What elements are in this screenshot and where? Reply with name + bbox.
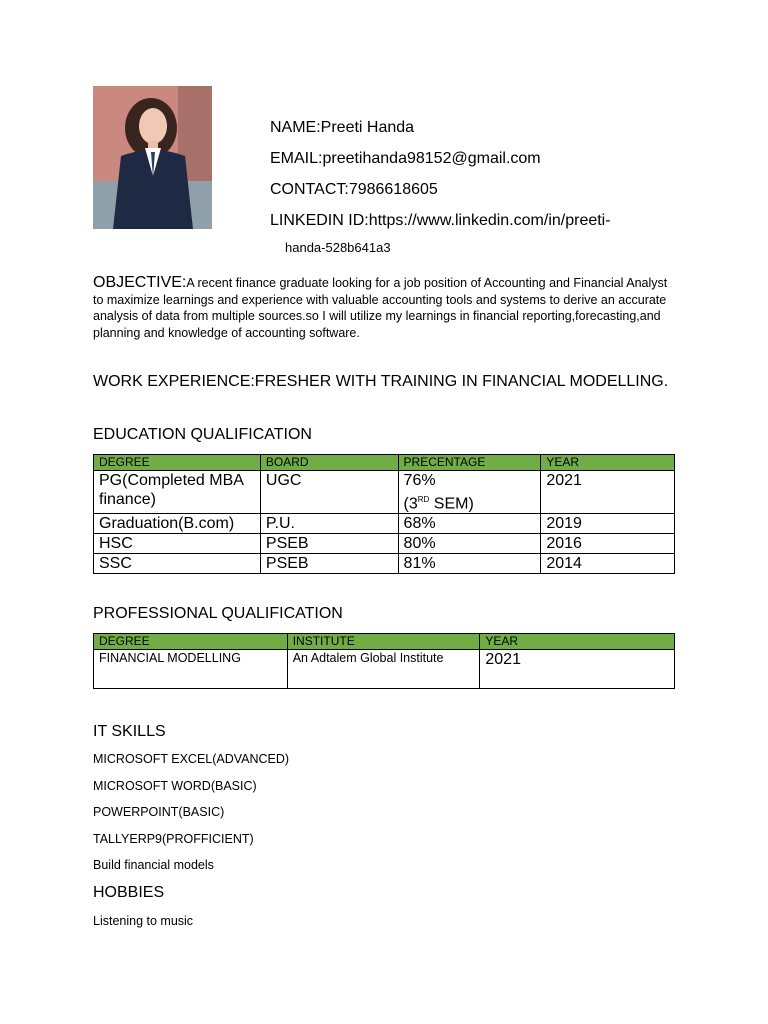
profile-photo [93,86,212,229]
cell-year: 2014 [541,554,675,574]
objective-heading: OBJECTIVE: [93,274,187,291]
hobbies-list [93,913,675,940]
cell-degree: SSC [94,554,261,574]
list-item: MICROSOFT WORD(BASIC) [93,778,257,793]
col-degree: DEGREE [94,455,261,471]
col-year: YEAR [541,455,675,471]
professional-table-wrap [93,633,675,689]
col-year: YEAR [480,634,675,650]
name-line: NAME:Preeti Handa [270,119,415,136]
cell-board: UGC [260,471,398,514]
col-board: BOARD [260,455,398,471]
cell-year: 2016 [541,534,675,554]
col-degree: DEGREE [94,634,288,650]
col-percentage: PRECENTAGE [398,455,541,471]
cell-percentage: 68% [398,514,541,534]
work-experience: WORK EXPERIENCE:FRESHER WITH TRAINING IN FINANCIAL MODELLING. [93,373,669,390]
contact-block [270,118,611,255]
table-row [94,471,675,514]
list-item: TALLYERP9(PROFFICIENT) [93,831,254,846]
cell-year: 2021 [541,471,675,514]
linkedin-line: LINKEDIN ID:https://www.linkedin.com/in/preeti- [270,212,611,229]
education-table [93,454,675,574]
cell-year: 2021 [480,650,675,689]
cell-board: PSEB [260,534,398,554]
education-table-wrap [93,454,675,574]
list-item: MICROSOFT EXCEL(ADVANCED) [93,752,290,766]
table-row [94,554,675,574]
table-row [94,514,675,534]
cell-board: PSEB [260,554,398,574]
email-line: EMAIL:preetihanda98152@gmail.com [270,150,541,167]
it-skills-list [93,751,675,884]
cell-year: 2019 [541,514,675,534]
cell-institute: An Adtalem Global Institute [287,650,480,689]
hobbies-heading: HOBBIES [93,884,165,901]
table-header-row [94,634,675,650]
cell-board: P.U. [260,514,398,534]
linkedin-continuation: handa-528b641a3 [285,240,391,255]
list-item: POWERPOINT(BASIC) [93,805,225,819]
objective-section [93,275,675,341]
education-heading: EDUCATION QUALIFICATION [93,426,312,443]
table-row [94,534,675,554]
it-skills-heading: IT SKILLS [93,723,166,740]
cell-degree: HSC [94,534,261,554]
professional-table [93,633,675,689]
list-item: Listening to music [93,914,194,928]
table-header-row [94,455,675,471]
table-row [94,650,675,689]
cell-percentage: 76% (3RD SEM) [398,471,541,514]
cell-degree: Graduation(B.com) [94,514,261,534]
list-item: Build financial models [93,858,214,872]
cell-percentage: 81% [398,554,541,574]
col-institute: INSTITUTE [287,634,480,650]
objective-text: A recent finance graduate looking for a job position of Accounting and Financial Analyst to maximize learnings and experience with valuable accounting tools and systems to derive an accurate analysis of data from multiple sources.so I will utilize my learnings in financial reporting,forecasting,and planning and knowledge of accounting software. [93,276,668,340]
phone-line: CONTACT:7986618605 [270,181,438,198]
cell-degree: PG(Completed MBA finance) [94,471,261,514]
cell-degree: FINANCIAL MODELLING [94,650,288,689]
cell-percentage: 80% [398,534,541,554]
professional-heading: PROFESSIONAL QUALIFICATION [93,605,343,622]
